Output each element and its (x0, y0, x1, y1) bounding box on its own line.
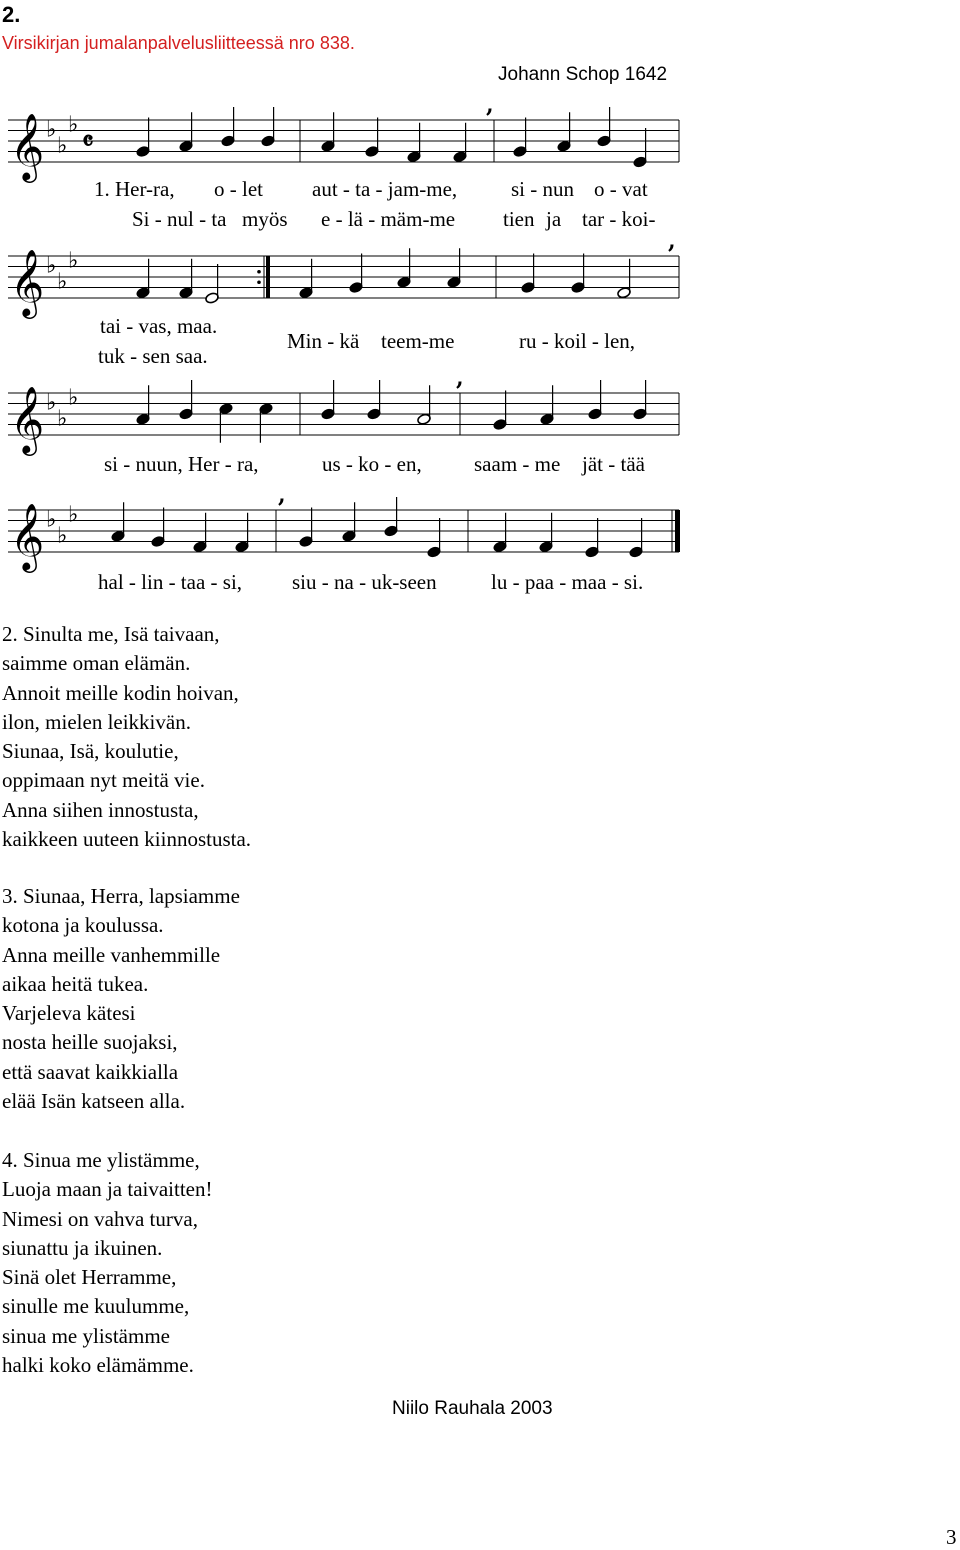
lyric-syllable: lu - paa - maa - si. (491, 570, 644, 594)
verse-line: saimme oman elämän. (2, 651, 191, 676)
verse-line: että saavat kaikkialla (2, 1059, 179, 1084)
lyric-syllable: 1. Her-ra, (94, 177, 175, 201)
verse-line: kaikkeen uuteen kiinnostusta. (2, 827, 252, 852)
verse-line: oppimaan nyt meitä vie. (2, 768, 205, 793)
flat-sign-icon: ♭ (68, 502, 79, 528)
verse-line: sinulle me kuulumme, (2, 1294, 190, 1319)
lyric-syllable: tar - koi- (582, 207, 656, 231)
breath-marks (278, 92, 676, 508)
verse-2 (2, 620, 251, 854)
verse-line: Anna siihen innostusta, (2, 797, 199, 822)
flat-sign-icon: ♭ (57, 406, 68, 432)
verse-line: halki koko elämämme. (2, 1353, 194, 1378)
lyric-syllable: tuk - sen saa. (98, 344, 208, 368)
flat-sign-icon: ♭ (57, 133, 68, 159)
hymnbook-source-note: Virsikirjan jumalanpalvelusliitteessä nro 838. (2, 33, 355, 53)
flat-sign-icon: ♭ (68, 385, 79, 411)
lyric-syllable: saam - me (474, 452, 561, 476)
verse-line: siunattu ja ikuinen. (2, 1235, 163, 1260)
lyric-syllable: myös (242, 207, 288, 231)
verse-line: elää Isän katseen alla. (2, 1089, 186, 1114)
lyric-syllable: hal - lin - taa - si, (98, 570, 243, 594)
repeat-dot (257, 280, 261, 284)
lyric-syllable: si - nuun, Her - ra, (104, 452, 259, 476)
verse-4 (2, 1146, 213, 1380)
flat-sign-icon: ♭ (46, 507, 57, 533)
verse-line: aikaa heitä tukea. (2, 971, 149, 996)
verse-line: Anna meille vanhemmille (2, 942, 221, 967)
lyric-syllable: us - ko - en, (322, 452, 422, 476)
treble-clefs (10, 112, 44, 573)
repeat-dot (257, 270, 261, 274)
treble-clef-icon: 𝄞 (10, 112, 45, 180)
lyric-syllable: ja (546, 207, 562, 231)
flat-sign-icon: ♭ (46, 117, 57, 143)
lyric-syllable: jät - tää (582, 452, 645, 476)
verse-line: Annoit meille kodin hoivan, (2, 680, 239, 705)
lyricist-credit: Niilo Rauhala 2003 (392, 1398, 553, 1419)
lyric-syllable: tien (503, 207, 535, 231)
composer-credit: Johann Schop 1642 (498, 64, 668, 85)
verse-line: 2. Sinulta me, Isä taivaan, (2, 622, 220, 646)
verse-line: 3. Siunaa, Herra, lapsiamme (2, 884, 240, 908)
flat-sign-icon: ♭ (46, 390, 57, 416)
verse-line: Luoja maan ja taivaitten! (2, 1177, 213, 1202)
verse-3 (2, 882, 240, 1116)
verse-line: kotona ja koulussa. (2, 913, 164, 938)
breath-mark-icon: , (486, 92, 494, 118)
page-number: 3 (946, 1525, 957, 1549)
final-barline (675, 510, 680, 552)
verse-line: sinua me ylistämme (2, 1323, 170, 1348)
breath-mark-icon: , (456, 365, 464, 391)
breath-mark-icon: , (278, 482, 286, 508)
lyric-syllable: siu - na - uk-seen (292, 570, 437, 594)
flat-sign-icon: ♭ (68, 112, 79, 138)
lyric-syllable: o - let (214, 177, 263, 201)
lyric-syllable: Min - kä (287, 329, 360, 353)
verse-line: nosta heille suojaksi, (2, 1030, 178, 1055)
verse-line: Varjeleva kätesi (2, 1001, 136, 1026)
lyric-syllable: Si - nul - ta (132, 207, 227, 231)
key-signatures (46, 112, 78, 548)
flat-sign-icon: ♭ (46, 253, 57, 279)
lyric-syllable: tai - vas, maa. (100, 314, 218, 338)
time-signature: 𝄴 (82, 127, 94, 157)
verse-line: ilon, mielen leikkivän. (2, 709, 191, 734)
flat-sign-icon: ♭ (57, 269, 68, 295)
lyric-syllable: o - vat (594, 177, 648, 201)
treble-clef-icon: 𝄞 (10, 502, 45, 570)
thick-barline (266, 256, 270, 298)
flat-sign-icon: ♭ (57, 523, 68, 549)
lyric-syllable: si - nun (511, 177, 574, 201)
verse-line: Sinä olet Herramme, (2, 1265, 177, 1290)
lyric-syllable: teem-me (381, 329, 455, 353)
flat-sign-icon: ♭ (68, 248, 79, 274)
hymn-number: 2. (2, 2, 21, 27)
verse-line: 4. Sinua me ylistämme, (2, 1148, 200, 1172)
treble-clef-icon: 𝄞 (10, 248, 45, 316)
verse-line: Siunaa, Isä, koulutie, (2, 739, 179, 764)
music-score (0, 0, 960, 600)
lyric-syllable: ru - koil - len, (519, 329, 636, 353)
lyric-syllable: e - lä - mäm-me (321, 207, 456, 231)
treble-clef-icon: 𝄞 (10, 385, 45, 453)
breath-mark-icon: , (668, 228, 676, 254)
verse-line: Nimesi on vahva turva, (2, 1206, 198, 1231)
lyric-syllable: aut - ta - jam-me, (312, 177, 458, 201)
